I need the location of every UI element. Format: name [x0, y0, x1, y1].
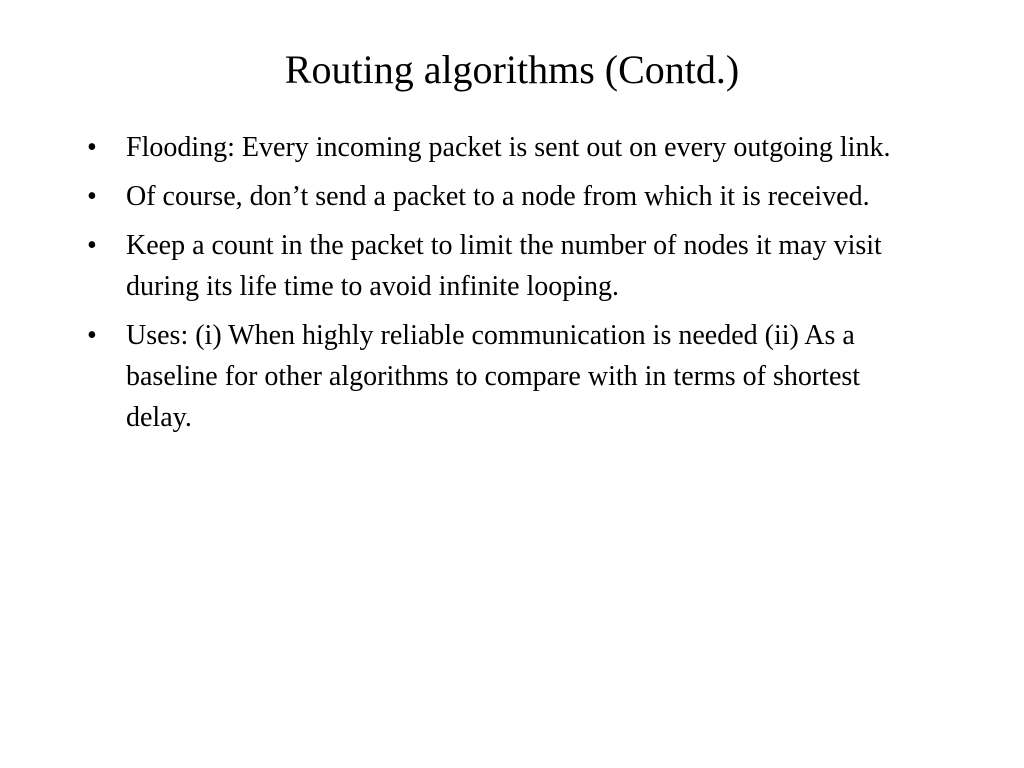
- bullet-icon: •: [87, 320, 97, 351]
- bullet-text: Uses: (i) When highly reliable communication is needed (ii) As a baseline for other algorithms to compare with in terms of shortest delay.: [126, 320, 861, 433]
- bullet-item: [84, 127, 924, 168]
- slide-title: Routing algorithms (Contd.): [284, 47, 740, 92]
- bullet-text: Keep a count in the packet to limit the number of nodes it may visit during its life time to avoid infinite looping.: [126, 230, 882, 302]
- bullet-icon: •: [87, 230, 97, 261]
- bullet-item: [84, 225, 924, 307]
- bullet-text: Of course, don’t send a packet to a node from which it is received.: [126, 181, 870, 212]
- bullet-list: [84, 127, 924, 446]
- bullet-item: [84, 315, 924, 438]
- bullet-icon: •: [87, 132, 97, 163]
- bullet-item: [84, 176, 924, 217]
- bullet-text: Flooding: Every incoming packet is sent out on every outgoing link.: [126, 132, 891, 163]
- bullet-icon: •: [87, 181, 97, 212]
